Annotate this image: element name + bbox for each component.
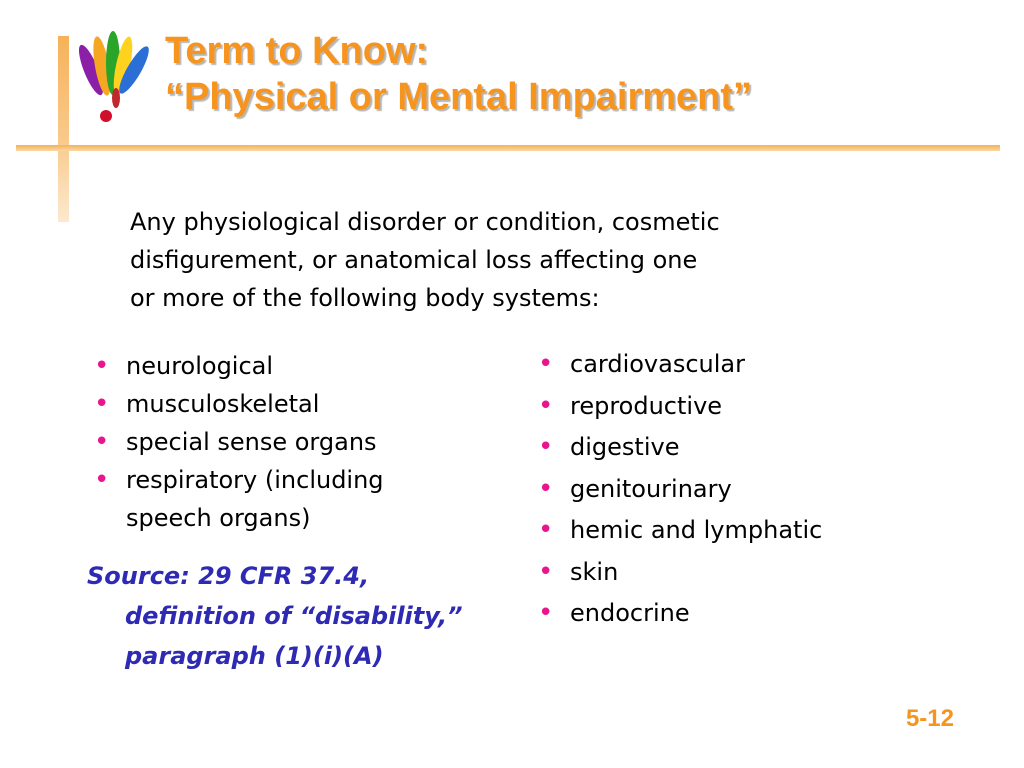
intro-line: Any physiological disorder or condition, cosmetic	[130, 208, 720, 236]
bullet-icon: •	[94, 427, 110, 457]
title-line-1: Term to Know:	[165, 30, 429, 72]
list-item	[534, 469, 822, 511]
list-item-label: endocrine	[570, 599, 690, 627]
list-item	[534, 552, 822, 594]
list-item	[534, 427, 822, 469]
bullet-icon: •	[538, 349, 554, 379]
list-item	[534, 593, 822, 635]
bullet-icon: •	[538, 432, 554, 462]
source-line: paragraph (1)(i)(A)	[125, 642, 384, 670]
list-item-label: hemic and lymphatic	[570, 516, 823, 544]
bullet-icon: •	[94, 351, 110, 381]
bullet-icon: •	[94, 465, 110, 495]
list-item-label: reproductive	[570, 391, 723, 420]
intro-paragraph	[130, 203, 910, 317]
list-item-label: digestive	[570, 433, 680, 461]
list-item	[534, 386, 822, 428]
list-item	[534, 510, 822, 552]
list-item-label: respiratory (including	[126, 466, 384, 494]
list-item-label: musculoskeletal	[126, 390, 320, 418]
list-item	[90, 423, 384, 461]
body-systems-list-left	[90, 347, 384, 537]
bullet-icon: •	[538, 598, 554, 628]
list-item-label: skin	[570, 557, 619, 586]
slide-title	[165, 28, 752, 120]
source-citation	[87, 556, 463, 676]
body-systems-list-right	[534, 344, 822, 635]
red-feather-icon	[112, 88, 120, 108]
exclamation-feathers-logo-icon	[66, 24, 154, 124]
bullet-icon: •	[538, 515, 554, 545]
slide-number: 5-12	[905, 705, 954, 732]
list-item	[90, 347, 384, 385]
list-item-label-continued: speech organs)	[126, 504, 311, 532]
bullet-icon: •	[538, 390, 554, 421]
intro-line: or more of the following body systems:	[130, 284, 600, 312]
list-item	[90, 461, 384, 537]
list-item	[90, 385, 384, 423]
list-item-label: cardiovascular	[570, 350, 745, 378]
intro-line: disfigurement, or anatomical loss affecting one	[130, 246, 698, 274]
list-item-label: genitourinary	[570, 474, 732, 503]
exclamation-dot-icon	[100, 110, 112, 122]
list-item-label: neurological	[126, 352, 274, 380]
bullet-icon: •	[94, 389, 110, 419]
bullet-icon: •	[538, 556, 554, 587]
title-line-2: “Physical or Mental Impairment”	[165, 76, 753, 118]
source-line: definition of “disability,”	[125, 602, 463, 630]
title-divider	[16, 145, 1000, 151]
bullet-icon: •	[538, 473, 554, 504]
source-line: Source: 29 CFR 37.4,	[87, 562, 370, 590]
list-item	[534, 344, 822, 386]
list-item-label: special sense organs	[126, 428, 377, 456]
